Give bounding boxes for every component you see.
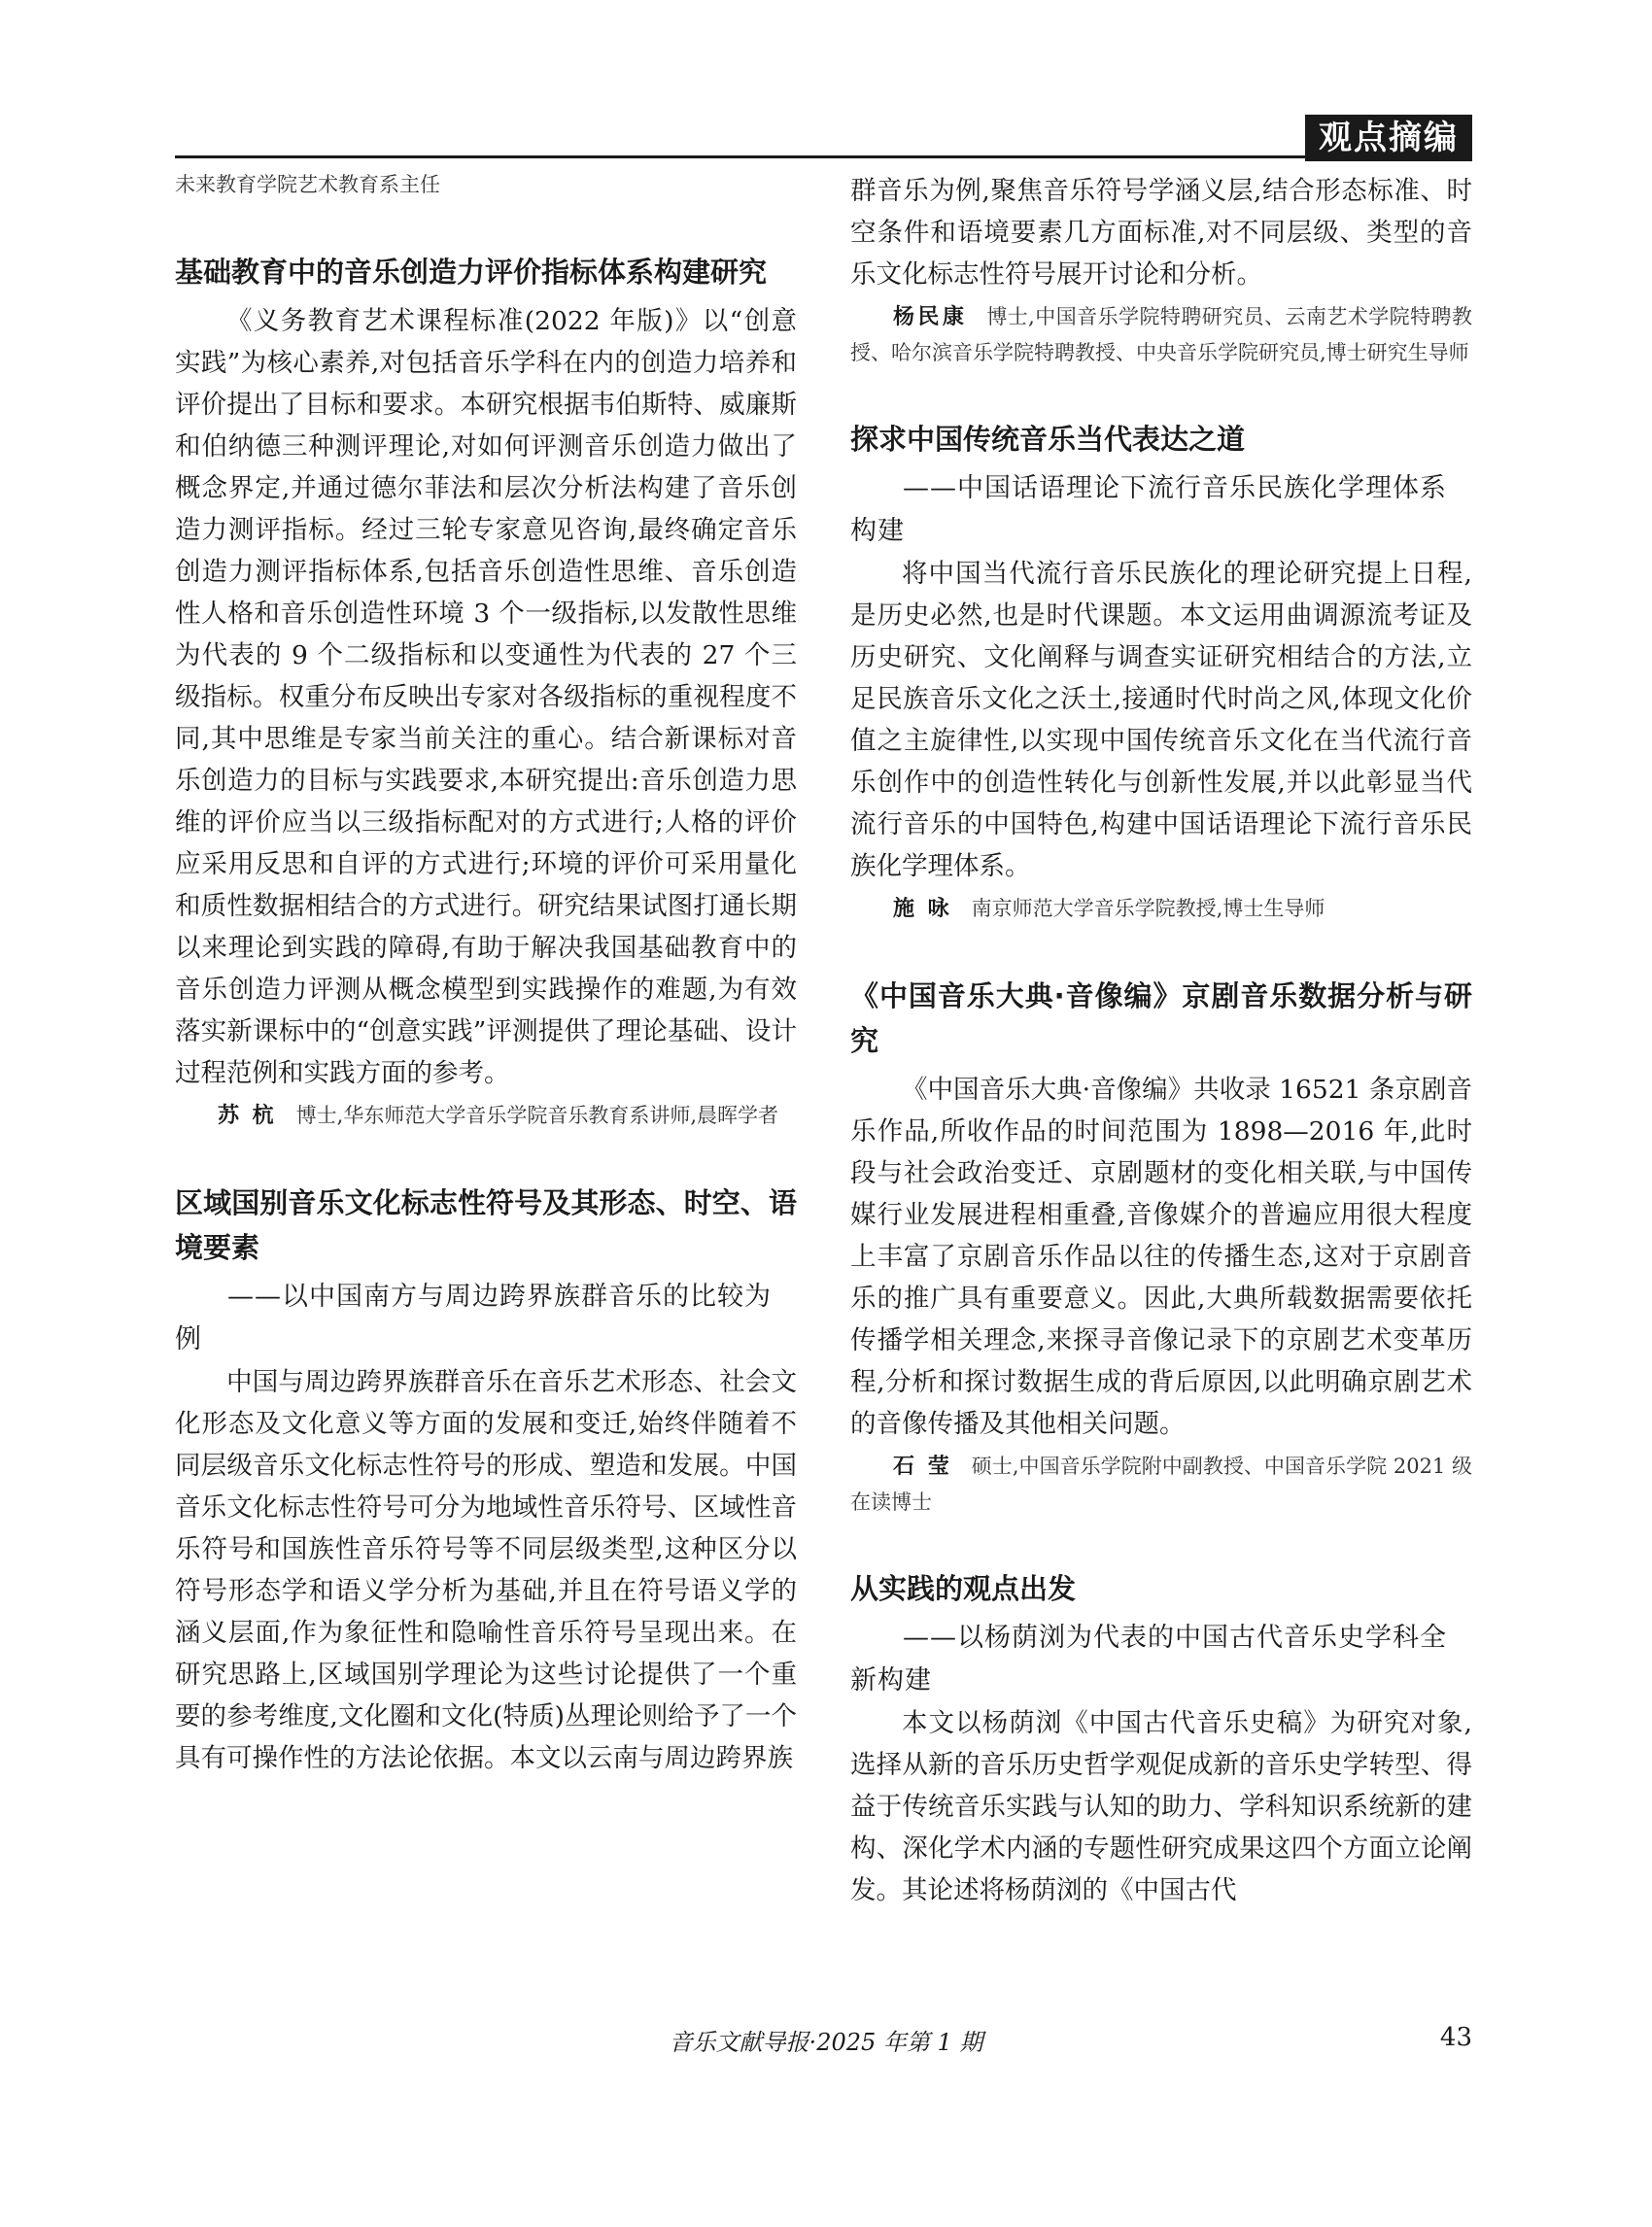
footer-journal-title: 音乐文献导报·2025 年第 1 期	[669, 2029, 983, 2056]
article-regional-symbols	[175, 1181, 797, 1779]
author-info: 博士,中国音乐学院特聘研究员、云南艺术学院特聘教授、哈尔滨音乐学院特聘教授、中央音乐学院研究员,博士研究生导师	[850, 305, 1472, 364]
article-body: 中国与周边跨界族群音乐在音乐艺术形态、社会文化形态及文化意义等方面的发展和变迁,始终伴随着不同层级音乐文化标志性符号的形成、塑造和发展。中国音乐文化标志性符号可分为地域性音乐符号、区域性音乐符号和国族性音乐符号等不同层级类型,这种区分以符号形态学和语义学分析为基础,并且在符号语义学的涵义层面,作为象征性和隐喻性音乐符号呈现出来。在研究思路上,区域国别学理论为这些讨论提供了一个重要的参考维度,文化圈和文化(特质)丛理论则给予了一个具有可操作性的方法论依据。本文以云南与周边跨界族	[175, 1367, 797, 1773]
article-regional-symbols-cont	[850, 170, 1472, 370]
article-peking-opera	[850, 974, 1472, 1520]
author-name: 施 咏	[893, 897, 952, 921]
article-body: 本文以杨荫浏《中国古代音乐史稿》为研究对象,选择从新的音乐历史哲学观促成新的音乐史学转型、得益于传统音乐实践与认知的助力、学科知识系统新的建构、深化学术内涵的专题性研究成果这四个方面立论阐发。其论述将杨荫浏的《中国古代	[850, 1708, 1472, 1905]
author-line	[850, 1449, 1472, 1520]
article-subtitle: ——中国话语理论下流行音乐民族化学理体系构建	[850, 473, 1447, 546]
article-title: 基础教育中的音乐创造力评价指标体系构建研究	[175, 256, 768, 289]
article-title: 从实践的观点出发	[850, 1572, 1077, 1605]
article-title: 区域国别音乐文化标志性符号及其形态、时空、语境要素	[175, 1186, 797, 1264]
article-title: 《中国音乐大典·音像编》京剧音乐数据分析与研究	[850, 979, 1472, 1057]
left-column	[175, 170, 797, 1826]
header-rule	[175, 155, 1472, 158]
article-music-creativity	[175, 250, 797, 1134]
author-name: 杨民康	[893, 305, 968, 329]
author-info: 博士,华东师范大学音乐学院音乐教育系讲师,晨晖学者	[295, 1104, 779, 1127]
author-name: 苏 杭	[218, 1104, 277, 1128]
author-info: 南京师范大学音乐学院教授,博士生导师	[971, 897, 1325, 920]
page-number: 43	[1439, 2023, 1472, 2052]
article-subtitle: ——以杨荫浏为代表的中国古代音乐史学科全新构建	[850, 1623, 1447, 1696]
article-body-continued: 群音乐为例,聚焦音乐符号学涵义层,结合形态标准、时空条件和语境要素几方面标准,对不同层级、类型的音乐文化标志性符号展开讨论和分析。	[850, 176, 1472, 290]
author-line	[850, 299, 1472, 370]
article-practice-viewpoint	[850, 1566, 1472, 1911]
article-traditional-music	[850, 417, 1472, 927]
author-line	[850, 891, 1472, 927]
article-body: 将中国当代流行音乐民族化的理论研究提上日程,是历史必然,也是时代课题。本文运用曲调源流考证及历史研究、文化阐释与调查实证研究相结合的方法,立足民族音乐文化之沃土,接通时代时尚之风,体现文化价值之主旋律性,以实现中国传统音乐文化在当代流行音乐创作中的创造性转化与创新性发展,并以此彰显当代流行音乐的中国特色,构建中国话语理论下流行音乐民族化学理体系。	[850, 559, 1472, 881]
article-body: 《中国音乐大典·音像编》共收录 16521 条京剧音乐作品,所收作品的时间范围为 1898—2016 年,此时段与社会政治变迁、京剧题材的变化相关联,与中国传媒行业发展进程相重叠,音像媒介的普遍应用很大程度上丰富了京剧音乐作品以往的传播生态,这对于京剧音乐的推广具有重要意义。因此,大典所载数据需要依托传播学相关理念,来探寻音像记录下的京剧艺术变革历程,分析和探讨数据生成的背后原因,以此明确京剧艺术的音像传播及其他相关问题。	[850, 1075, 1472, 1439]
affiliation-tail: 未来教育学院艺术教育系主任	[175, 173, 440, 196]
article-title: 探求中国传统音乐当代表达之道	[850, 423, 1246, 456]
author-info: 硕士,中国音乐学院附中副教授、中国音乐学院 2021 级在读博士	[850, 1455, 1472, 1514]
author-name: 石 莹	[893, 1455, 952, 1479]
article-body: 《义务教育艺术课程标准(2022 年版)》以“创意实践”为核心素养,对包括音乐学科在内的创造力培养和评价提出了目标和要求。本研究根据韦伯斯特、威廉斯和伯纳德三种测评理论,对如何评测音乐创造力做出了概念界定,并通过德尔菲法和层次分析法构建了音乐创造力测评指标。经过三轮专家意见咨询,最终确定音乐创造力测评指标体系,包括音乐创造性思维、音乐创造性人格和音乐创造性环境 3 个一级指标,以发散性思维为代表的 9 个二级指标和以变通性为代表的 27 个三级指标。权重分布反映出专家对各级指标的重视程度不同,其中思维是专家当前关注的重心。结合新课标对音乐创造力的目标与实践要求,本研究提出:音乐创造力思维的评价应当以三级指标配对的方式进行;人格的评价应采用反思和自评的方式进行;环境的评价可采用量化和质性数据相结合的方式进行。研究结果试图打通长期以来理论到实践的障碍,有助于解决我国基础教育中的音乐创造力评测从概念模型到实践操作的难题,为有效落实新课标中的“创意实践”评测提供了理论基础、设计过程范例和实践方面的参考。	[175, 306, 797, 1088]
article-subtitle: ——以中国南方与周边跨界族群音乐的比较为例	[175, 1282, 772, 1354]
right-column	[850, 170, 1472, 1958]
author-line	[175, 1098, 797, 1134]
section-tag: 观点摘编	[1305, 115, 1472, 161]
